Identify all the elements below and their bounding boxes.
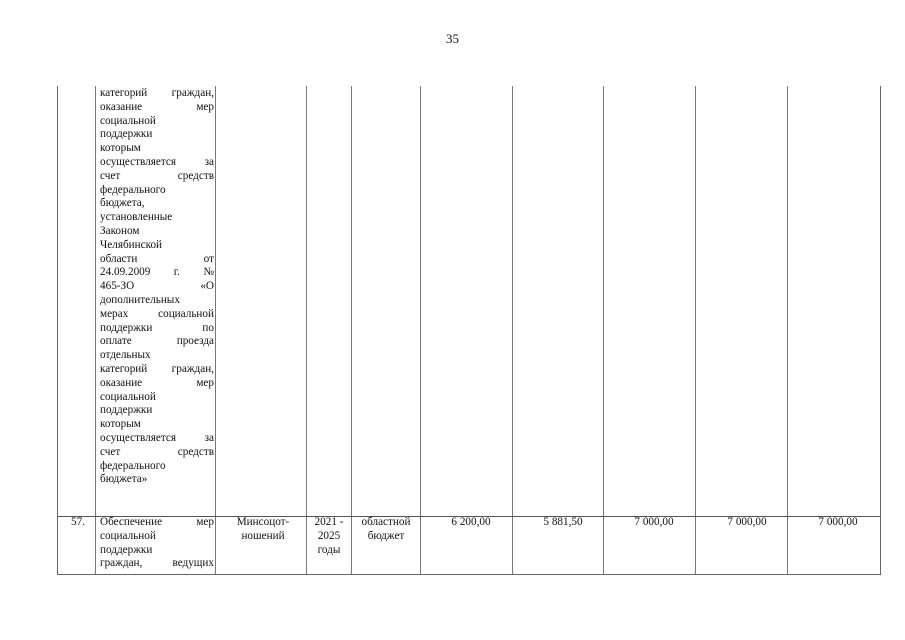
text-line: дополнительных [100, 293, 180, 306]
text-line: годы [317, 543, 341, 556]
text-line: федерального [100, 459, 166, 472]
column-divider [95, 86, 96, 574]
text-line: поддержки по [100, 321, 214, 334]
text-line: оказание мер [100, 100, 214, 113]
amount-cell: 7 000,00 [634, 516, 674, 528]
text-line: которым [100, 418, 141, 431]
text-line: осуществляется за [100, 155, 214, 168]
text-line: поддержки [100, 543, 153, 556]
text-line: 2025 [317, 529, 341, 542]
text-line: Минсоцот- [236, 516, 290, 528]
text-line: счет средств [100, 169, 214, 182]
text-line: отдельных [100, 349, 151, 362]
budget-table [57, 86, 881, 575]
text-line: социальной [100, 529, 156, 542]
amount-cell: 7 000,00 [727, 516, 767, 528]
text-line: осуществляется за [100, 431, 214, 444]
text-line: бюджета» [100, 473, 148, 486]
text-line: мерах социальной [100, 307, 214, 320]
column-divider [787, 86, 788, 574]
text-line: социальной [100, 390, 156, 403]
column-divider [603, 86, 604, 574]
text-line: оказание мер [100, 376, 214, 389]
text-line: которым [100, 142, 141, 155]
measure-name-cell [100, 516, 214, 571]
text-line: счет средств [100, 445, 214, 458]
text-line: категорий граждан, [100, 362, 214, 375]
text-line: областной [361, 516, 411, 528]
text-line: федерального [100, 183, 166, 196]
continued-description-cell [100, 87, 214, 487]
executor-cell [220, 516, 306, 544]
funding-source-cell [352, 516, 420, 544]
text-line: области от [100, 252, 214, 265]
text-line: бюджета, [100, 197, 145, 210]
text-line: социальной [100, 114, 156, 127]
text-line: 24.09.2009 г. № [100, 266, 214, 279]
text-line: бюджет [367, 529, 405, 542]
column-divider [420, 86, 421, 574]
text-line: 2021 - [314, 516, 344, 528]
text-line: поддержки [100, 404, 153, 417]
column-divider [215, 86, 216, 574]
text-line: 465-ЗО «О [100, 280, 214, 293]
amount-cell: 6 200,00 [451, 516, 491, 528]
table-row [58, 516, 880, 574]
text-line: Законом [100, 224, 140, 237]
text-line: оплате проезда [100, 335, 214, 348]
row-number: 57. [71, 516, 85, 528]
column-divider [306, 86, 307, 574]
column-divider [351, 86, 352, 574]
column-divider [695, 86, 696, 574]
amount-cell: 7 000,00 [818, 516, 858, 528]
text-line: Челябинской [100, 238, 163, 251]
text-line: Обеспечение мер [100, 516, 214, 528]
period-cell [307, 516, 351, 557]
page-number: 35 [446, 31, 459, 46]
text-line: граждан, ведущих [100, 557, 214, 570]
text-line: установленные [100, 211, 173, 224]
text-line: ношений [241, 529, 285, 542]
text-line: поддержки [100, 128, 153, 141]
text-line: категорий граждан, [100, 87, 214, 99]
column-divider [512, 86, 513, 574]
amount-cell: 5 881,50 [543, 516, 583, 528]
